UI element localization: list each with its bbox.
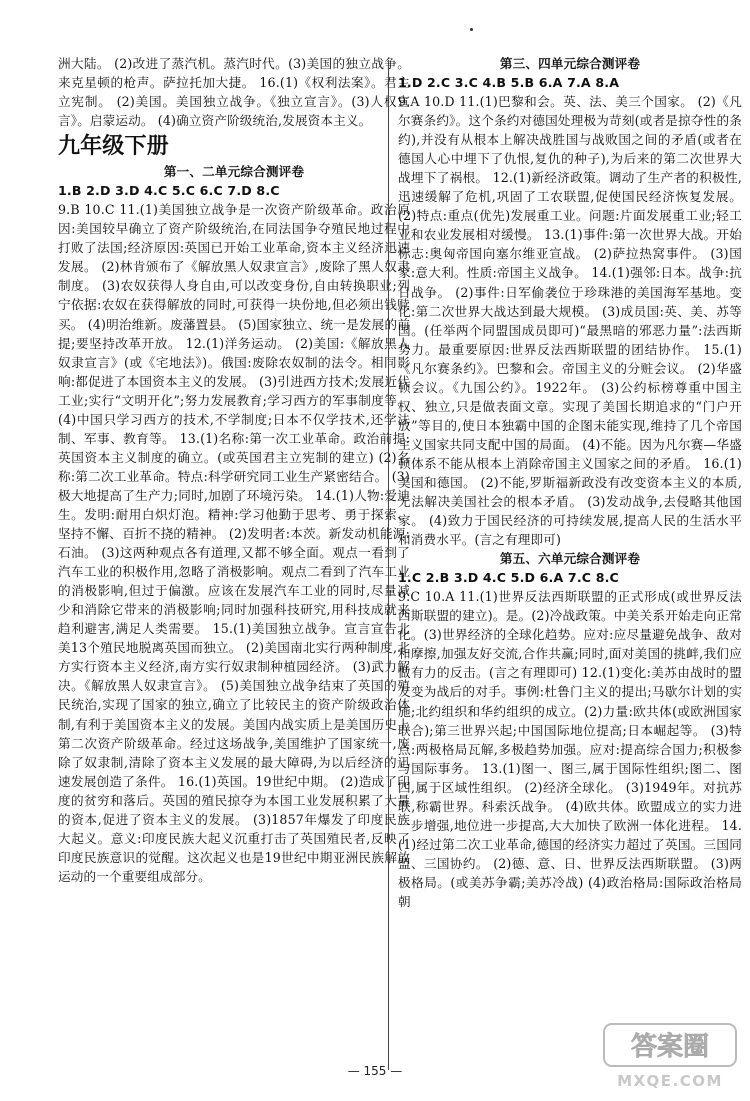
grade-heading: 九年级下册: [58, 134, 169, 160]
multiple-choice-answers: 1.C 2.B 3.D 4.C 5.D 6.A 7.C 8.C: [398, 570, 619, 586]
section-title-units-5-6: 第五、六单元综合测评卷: [499, 551, 641, 567]
right-column: [398, 54, 742, 911]
printing-dot: [470, 28, 473, 31]
section-body: 9.B 10.C 11.(1)美国独立战争是一次资产阶级革命。政治原因:美国较早确立了资产阶级统治,在同法国争夺殖民地过程中打败了法国;经济原因:英国已开始工业革命,资本主义经济迅速发展。 (2)林肯颁布了《解放黑人奴隶宣言》,废除了黑人奴隶制度。 (3)农奴获得人身自由,可以改变身份,自由转换职业;列宁依据:农奴在获得解放的同时,可获得一块份地,但必须出钱赎买。 (4)明治维新。废藩置县。 (5)国家独立、统一是发展的前提;要坚持改革开放。 12.(1)洋务运动。 (2)美国:《解放黑人奴隶宣言》(或《宅地法》)。俄国:废除农奴制的法令。相同影响:都促进了本国资本主义的发展。 (3)引进西方技术;发展近代工业;实行“文明开化”;努力发展教育;学习西方的军事制度等。 (4)中国只学习西方的技术,不学制度;日本不仅学技术,还学法制、军事、教育等。 13.(1)名称:第一次工业革命。政治前提:英国资本主义制度的确立。(或英国君主立宪制的建立) (2)名称:第二次工业革命。特点:科学研究同工业生产紧密结合。 (3)极大地提高了生产力;同时,加剧了环境污染。 14.(1)人物:爱迪生。发明:耐用白炽灯泡。精神:学习他勤于思考、勇于探索、坚持不懈、百折不挠的精神。 (2)发明者:本茨。新发动机能源:石油。 (3)这两种观点各有道理,又都不够全面。观点一看到了汽车工业的积极作用,忽略了消极影响。观点二看到了汽车工业的消极影响,但过于偏激。应该在发展汽车工业的同时,尽量减少和消除它带来的消极影响;同时加强科技研究,用科技成就来趋利避害,满足人类需要。 15.(1)美国独立战争。宣言宣告北美13个殖民地脱离英国而独立。 (2)美国南北实行两种制度,北方实行资本主义经济,南方实行奴隶制种植园经济。 (3)武力解决。《解放黑人奴隶宣言》。 (5)美国独立战争结束了英国的殖民统治,实现了国家的独立,确立了比较民主的资产阶级政治体制,有利于美国资本主义的发展。美国内战实质上是美国历史上第二次资产阶级革命。经过这场战争,美国维护了国家统一,废除了奴隶制,清除了资本主义发展的最大障碍,为以后经济的迅速发展创造了条件。 16.(1)英国。19世纪中期。 (2)造成了印度的贫穷和落后。英国的殖民掠夺为本国工业发展积累了大量的资本,促进了资本主义的发展。 (3)1857年爆发了印度民族大起义。意义:印度民族大起义沉重打击了英国殖民者,反映了印度民族意识的觉醒。这次起义也是19世纪中期亚洲民族解放运动的一个重要组成部分。: [58, 202, 410, 884]
intro-paragraph: 洲大陆。 (2)改进了蒸汽机。蒸汽时代。(3)美国的独立战争。来克星顿的枪声。萨拉托加大捷。 16.(1)《权利法案》。君主立宪制。 (2)美国。美国独立战争。《独立宣言》。(3)人权宣言》。启蒙运动。 (4)确立资产阶级统治,发展资本主义。: [58, 56, 410, 129]
watermark-logo-text: 答案圈: [630, 1032, 710, 1062]
watermark-logo: [600, 1020, 740, 1094]
section-body: 9.A 10.D 11.(1)巴黎和会。英、法、美三个国家。 (2)《凡尔赛条约》。这个条约对德国处理极为苛刻(或者是掠夺性的条约),并没有从根本上解决战胜国与战败国之间的矛盾(或者在德国人心中埋下了仇恨,复仇的种子),为后来的第二次世界大战埋下了祸根。 12.(1)新经济政策。调动了生产者的积极性,迅速缓解了危机,巩固了工农联盟,促使国民经济恢复发展。 (2)特点:重点(优先)发展重工业。问题:片面发展重工业;轻工业和农业发展相对缓慢。 13.(1)事件:第一次世界大战。开始标志:奥匈帝国向塞尔维亚宣战。 (2)萨拉热窝事件。 (3)国家:意大利。性质:帝国主义战争。 14.(1)强邻:日本。战争:抗日战争。 (2)事件:日军偷袭位于珍珠港的美国海军基地。变化:第二次世界大战达到最大规模。 (3)成员国:英、美、苏等国。(任举两个同盟国成员即可)“最黑暗的邪恶力量”:法西斯势力。最重要原因:世界反法西斯联盟的团结协作。 15.(1)《凡尔赛条约》。巴黎和会。帝国主义的分赃会议。 (2)华盛顿会议。《九国公约》。1922年。 (3)公约标榜尊重中国主权、独立,只是做表面文章。实现了美国长期追求的“门户开放”等目的,使日本独霸中国的企图未能实现,维持了几个帝国主义国家共同支配中国的局面。 (4)不能。因为凡尔赛—华盛顿体系不能从根本上消除帝国主义国家之间的矛盾。 16.(1)美国和德国。 (2)不能,罗斯福新政没有改变资本主义的本质,无法解决美国社会的根本矛盾。 (3)发动战争,去侵略其他国家。 (4)致力于国民经济的可持续发展,提高人民的生活水平和消费水平。(言之有理即可): [398, 94, 742, 548]
section-title-units-3-4: 第三、四单元综合测评卷: [499, 56, 641, 71]
multiple-choice-answers: 1.D 2.C 3.C 4.B 5.B 6.A 7.A 8.A: [398, 75, 620, 90]
multiple-choice-answers: 1.B 2.D 3.D 4.C 5.C 6.C 7.D 8.C: [58, 183, 280, 199]
section-body: 9.C 10.A 11.(1)世界反法西斯联盟的正式形成(或世界反法西斯联盟的建立)。是。(2)冷战政策。中美关系开始走向正常化。(3)世界经济的全球化趋势。应对:应尽量避免战争、敌对和摩擦,加强友好交流,合作共赢;同时,面对美国的挑衅,我们应做有力的反击。(言之有理即可) 12.(1)变化:美苏由战时的盟友变为战后的对手。事例:杜鲁门主义的提出;马歇尔计划的实施;北约组织和华约组织的成立。(2)力量:欧共体(或欧洲国家联合);第三世界兴起;中国国际地位提高;日本崛起等。 (3)特点:两极格局瓦解,多极趋势加强。应对:提高综合国力;积极参与国际事务。 13.(1)图一、图三,属于国际性组织;图二、图四,属于区域性组织。 (2)经济全球化。 (3)1949年。对抗苏联,称霸世界。科索沃战争。 (4)欧共体。欧盟成立的实力进一步增强,地位进一步提高,大大加快了欧洲一体化进程。 14.(1)经过第二次工业革命,德国的经济实力超过了英国。三国同盟、三国协约。 (2)德、意、日、世界反法西斯联盟。 (3)两极格局。(或美苏争霸;美苏冷战) (4)政治格局:国际政治格局朝: [398, 589, 742, 909]
page-number: — 155 —: [347, 1064, 403, 1078]
left-column: [58, 54, 410, 886]
column-divider: [388, 60, 389, 1070]
watermark-domain: MXQE.COM: [617, 1072, 723, 1090]
section-title-units-1-2: 第一、二单元综合测评卷: [163, 164, 305, 180]
